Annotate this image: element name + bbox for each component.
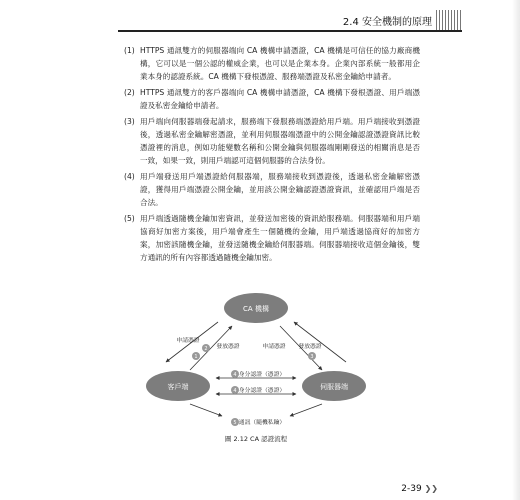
list-item: [124, 115, 420, 167]
label-issue-left: 發放憑證: [216, 344, 240, 350]
arrow-server-comm: [290, 404, 322, 416]
item-text: HTTPS 通訊雙方的伺服器端向 CA 機構申請憑證，CA 機構是可信任的協力廠商機構，它可以是一個公認的權威企業，也可以是企業本身。企業內部系統一般都用企業本身的認證系統。CA 機構下發根憑證、服務端憑證及私密金鑰給申請者。: [140, 46, 420, 81]
page-edge: [512, 0, 520, 500]
page-number-text: 2-39: [401, 484, 422, 494]
item-number: (3): [124, 117, 135, 126]
step-badge-3-label: 3: [310, 354, 314, 360]
section-title: 2.4 安全機制的原理: [342, 17, 432, 28]
arrow-client-comm: [190, 404, 222, 416]
header-rule: [118, 30, 462, 32]
label-auth-bottom: 身分認證（憑證）: [238, 388, 286, 394]
ca-flow-diagram: [136, 286, 376, 448]
page-number: [401, 484, 438, 494]
page-header: [0, 0, 520, 40]
list-item: [124, 212, 420, 264]
header-decoration: [436, 10, 462, 30]
list-item: [124, 86, 420, 112]
server-node-label: 伺服器端: [320, 383, 348, 391]
step-list: [124, 44, 420, 267]
figure-caption: 圖 2.12 CA 認證流程: [224, 435, 288, 443]
item-text: 用戶端發送用戶端憑證給伺服器端，服務端接收到憑證後，透過私密金鑰解密憑證，獲得用戶端憑證公開金鑰，並用該公開金鑰認證憑證資訊，並確認用戶端是否合法。: [140, 172, 420, 207]
label-comm: 通訊（隨機私鑰）: [238, 420, 286, 426]
ca-node-label: CA 機構: [243, 305, 269, 313]
item-number: (5): [124, 214, 135, 223]
list-item: [124, 170, 420, 209]
item-number: (4): [124, 172, 135, 181]
step-badge-1-label: 1: [194, 354, 198, 360]
step-badge-4a-label: 4: [233, 372, 237, 378]
label-auth-top: 身分認證（憑證）: [238, 372, 286, 378]
client-node-label: 客戶端: [167, 383, 189, 391]
item-number: (1): [124, 46, 135, 55]
step-badge-5-label: 5: [233, 420, 237, 426]
step-badge-4b-label: 4: [233, 388, 237, 394]
item-number: (2): [124, 88, 135, 97]
label-apply-right: 申請憑證: [262, 344, 286, 350]
item-text: 用戶端透過隨機金鑰加密資訊，並發送加密後的資訊給服務端。伺服器端和用戶端協商好加密方案後，用戶端會產生一個隨機的金鑰，用戶端透過協商好的加密方案，加密該隨機金鑰，並發送隨機金鑰給伺服器端。伺服器端接收這個金鑰後，雙方通訊的所有內容都透過隨機金鑰加密。: [140, 214, 420, 262]
next-arrows-icon: ❯❯: [424, 484, 438, 493]
label-issue-right: 發放憑證: [298, 344, 322, 350]
step-badge-2-label: 2: [204, 346, 208, 352]
item-text: 用戶端向伺服器端發起請求，服務端下發服務端憑證給用戶端。用戶端接收到憑證後，透過私密金鑰解密憑證，並利用伺服器端憑證中的公開金鑰認證憑證資訊比較憑證裡的消息，例如功能變數名稱和公開金鑰與伺服器端剛剛發送的相關消息是否一致，如果一致，則用戶端認可這個伺服器的合法身份。: [140, 117, 420, 165]
item-text: HTTPS 通訊雙方的客戶器端向 CA 機構申請憑證，CA 機構下發根憑證、用戶端憑證及私密金鑰給申請者。: [140, 88, 420, 110]
list-item: [124, 44, 420, 83]
label-apply-left: 申請憑證: [176, 338, 200, 344]
arrow-server-to-ca: [294, 322, 346, 362]
